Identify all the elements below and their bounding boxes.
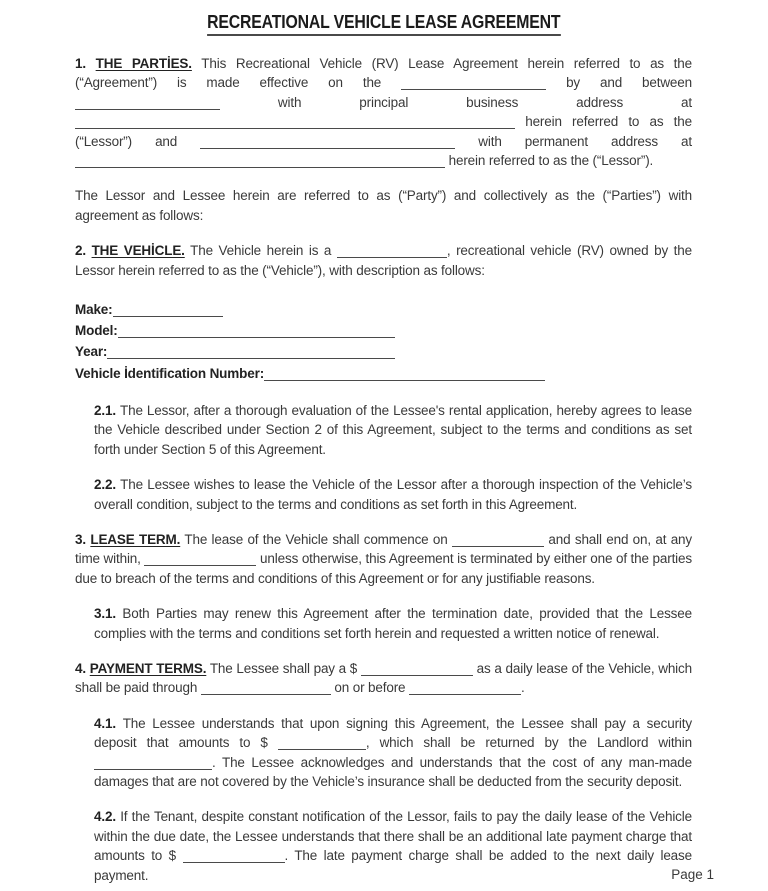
- page-number: Page 1: [671, 867, 714, 882]
- clause-number: 2.2.: [94, 477, 121, 493]
- document-body: [75, 54, 692, 885]
- title-row: [75, 12, 692, 36]
- clause-number: 4.1.: [94, 715, 123, 731]
- paragraph-text: unless otherwise, this Agreement is terminated by either one of the parties due to breach of the terms and conditions of this Agreement or for any justifiable reasons.: [75, 551, 692, 586]
- paragraph-text: This Recreational Vehicle (RV) Lease Agreement herein referred to as the (“Agreement”) is made effective on the: [75, 56, 692, 91]
- clause-4-payment-terms: [75, 659, 692, 698]
- vin-blank: [264, 369, 545, 381]
- effective-date-blank: [401, 78, 546, 90]
- clause-4-2: [94, 807, 692, 885]
- paragraph-text: If the Tenant, despite constant notification of the Lessor, fails to pay the daily lease of the Vehicle within the due date, the Lessee understands that there shall be an additional late payment charge that amounts to $: [94, 809, 692, 864]
- paragraph-text: The Lessee shall pay a $: [206, 660, 361, 676]
- late-charge-amount-blank: [183, 851, 285, 863]
- paragraph-text: The Vehicle herein is a: [184, 243, 337, 259]
- business-address-blank: [75, 117, 515, 129]
- field-label-vin: Vehicle İdentification Number:: [75, 365, 265, 381]
- clause-number: 4.2.: [94, 809, 121, 825]
- clause-number: 3.1.: [94, 606, 123, 622]
- payment-due-blank: [409, 683, 521, 695]
- clause-4-1: [94, 714, 692, 792]
- permanent-address-blank: [75, 156, 445, 168]
- paragraph-text: on or before: [330, 680, 409, 696]
- clause-number: 3.: [75, 531, 91, 547]
- document-title: RECREATIONAL VEHICLE LEASE AGREEMENT: [207, 12, 560, 36]
- paragraph-text: as a daily lease of the Vehicle, which shall be paid through: [75, 660, 692, 696]
- clause-2-2: [94, 475, 692, 514]
- clause-number: 2.: [75, 243, 92, 259]
- section-heading-payment-terms: PAYMENT TERMS.: [89, 660, 207, 676]
- clause-3-lease-term: [75, 530, 692, 588]
- paragraph-text: The Lessee wishes to lease the Vehicle of the Lessor after a thorough inspection of the Vehicle’s overall condition, subject to the terms and conditions as set forth in this Agreement.: [94, 477, 692, 512]
- model-blank: [118, 326, 395, 338]
- paragraph-text: The Lessor, after a thorough evaluation of the Lessee's rental application, hereby agrees to lease the Vehicle described under Section 2 of this Agreement, subject to the terms and conditions as set forth under Section 5 of this Agreement.: [94, 402, 692, 457]
- vehicle-vin-line: [75, 364, 692, 384]
- make-blank: [113, 305, 223, 317]
- paragraph-text: with principal business address at: [220, 94, 692, 110]
- paragraph-text: herein referred to as the (“Lessor”).: [445, 153, 654, 169]
- section-heading-lease-term: LEASE TERM.: [90, 531, 181, 547]
- field-label-year: Year:: [75, 344, 108, 360]
- paragraph-text: by and between: [546, 75, 693, 91]
- paragraph-text: The lease of the Vehicle shall commence on: [180, 531, 453, 547]
- field-label-model: Model:: [75, 323, 118, 339]
- paragraph-text: The Lessor and Lessee herein are referred to as (“Party”) and collectively as the (“Parties”) with agreement as follows:: [75, 188, 692, 223]
- year-blank: [107, 347, 395, 359]
- field-label-make: Make:: [75, 302, 113, 318]
- daily-lease-amount-blank: [361, 664, 473, 676]
- paragraph-text: .: [521, 680, 525, 696]
- vehicle-year-line: [75, 342, 692, 362]
- end-date-blank: [144, 554, 256, 566]
- lessee-name-blank: [200, 137, 455, 149]
- clause-number: 4.: [75, 660, 90, 676]
- clause-2-1: [94, 401, 692, 459]
- vehicle-model-line: [75, 321, 692, 341]
- clause-number: 1.: [75, 56, 96, 71]
- section-heading-vehicle: THE VEHİCLE.: [91, 243, 185, 259]
- deposit-return-period-blank: [94, 758, 212, 770]
- paragraph-text: . The late payment charge shall be added to the next daily lease payment.: [94, 848, 692, 883]
- paragraph-text: with permanent address at: [455, 133, 693, 149]
- commence-date-blank: [452, 535, 544, 547]
- payment-method-blank: [201, 683, 331, 695]
- clause-2-the-vehicle: [75, 241, 692, 280]
- paragraph-text: Both Parties may renew this Agreement after the termination date, provided that the Lessee complies with the terms and conditions set forth herein and requested a written notice of renewal.: [94, 606, 692, 641]
- clause-number: 2.1.: [94, 402, 121, 418]
- clause-3-1: [94, 604, 692, 643]
- vehicle-make-line: [75, 300, 692, 320]
- section-heading-parties: THE PARTİES.: [95, 56, 192, 71]
- clause-1-the-parties: [75, 54, 692, 170]
- vehicle-type-blank: [337, 246, 447, 258]
- security-deposit-blank: [278, 738, 366, 750]
- paragraph-text: herein referred to as the (“Lessor”) and: [75, 114, 692, 149]
- parties-collective-paragraph: [75, 186, 692, 225]
- lessor-name-blank: [75, 98, 220, 110]
- paragraph-text: , which shall be returned by the Landlord within: [365, 735, 693, 751]
- paragraph-text: , recreational vehicle (RV) owned by the Lessor herein referred to as the (“Vehicle”), with description as follows:: [75, 243, 692, 278]
- paragraph-text: The Lessee understands that upon signing this Agreement, the Lessee shall pay a security deposit that amounts to $: [94, 715, 692, 751]
- paragraph-text: and shall end on, at any time within,: [75, 531, 693, 567]
- paragraph-text: . The Lessee acknowledges and understands that the cost of any man-made damages that are not covered by the Vehicle’s insurance shall be deducted from the security deposit.: [94, 754, 692, 789]
